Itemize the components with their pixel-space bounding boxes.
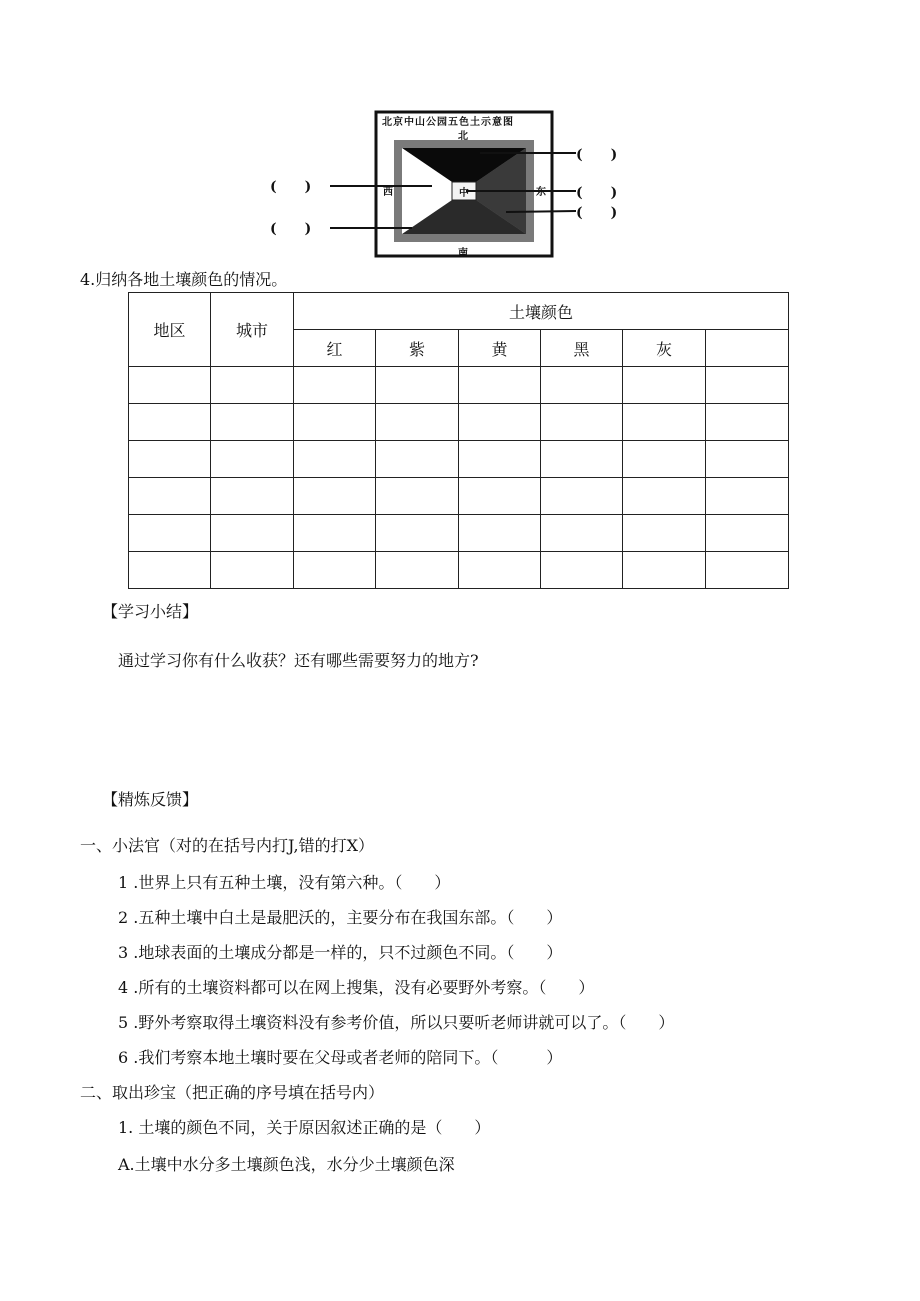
question-4-title: 4.归纳各地土壤颜色的情况。 (80, 270, 288, 289)
table-cell[interactable] (294, 478, 376, 515)
table-cell[interactable] (623, 404, 706, 441)
table-cell[interactable] (294, 552, 376, 589)
table-cell[interactable] (623, 515, 706, 552)
header-purple: 紫 (376, 330, 459, 367)
table-cell[interactable] (459, 515, 541, 552)
judge-item-1: 1 .世界上只有五种土壤，没有第六种。（ ） (118, 873, 451, 892)
table-cell[interactable] (706, 441, 789, 478)
table-cell[interactable] (294, 515, 376, 552)
table-cell[interactable] (623, 367, 706, 404)
table-cell[interactable] (211, 515, 294, 552)
table-cell[interactable] (129, 367, 211, 404)
judge-item-4: 4 .所有的土壤资料都可以在网上搜集，没有必要野外考察。（ ） (118, 978, 595, 997)
header-gray: 灰 (623, 330, 706, 367)
east-label: 东 (536, 187, 546, 198)
judge-item-3: 3 .地球表面的土壤成分都是一样的，只不过颜色不同。（ ） (118, 943, 563, 962)
summary-heading: 【学习小结】 (102, 602, 199, 621)
table-cell[interactable] (706, 367, 789, 404)
table-cell[interactable] (376, 367, 459, 404)
section-1-title: 一、小法官（对的在括号内打J,错的打X） (80, 836, 374, 855)
feedback-heading: 【精炼反馈】 (102, 790, 199, 809)
judge-item-2: 2 .五种土壤中白土是最肥沃的，主要分布在我国东部。（ ） (118, 908, 563, 927)
header-soil-color: 土壤颜色 (294, 293, 789, 330)
center-label: 中 (459, 188, 469, 199)
table-cell[interactable] (294, 367, 376, 404)
judge-item-5: 5 .野外考察取得土壤资料没有参考价值，所以只要听老师讲就可以了。（ ） (118, 1013, 675, 1032)
table-row (129, 404, 789, 441)
table-cell[interactable] (459, 552, 541, 589)
table-cell[interactable] (211, 367, 294, 404)
table-cell[interactable] (129, 404, 211, 441)
table-cell[interactable] (706, 478, 789, 515)
table-cell[interactable] (459, 441, 541, 478)
table-cell[interactable] (294, 441, 376, 478)
soil-color-table (128, 292, 789, 589)
table-cell[interactable] (541, 367, 623, 404)
blank-north[interactable]: ( ) (576, 147, 618, 163)
table-cell[interactable] (211, 478, 294, 515)
choice-option-a: A.土壤中水分多土壤颜色浅，水分少土壤颜色深 (118, 1155, 455, 1174)
north-label: 北 (458, 131, 468, 142)
section-2-title: 二、取出珍宝（把正确的序号填在括号内） (80, 1083, 385, 1102)
blank-south[interactable]: ( ) (270, 221, 312, 237)
header-blank (706, 330, 789, 367)
table-cell[interactable] (541, 552, 623, 589)
judge-item-6: 6 .我们考察本地土壤时要在父母或者老师的陪同下。（ ） (118, 1048, 563, 1067)
table-cell[interactable] (211, 441, 294, 478)
table-cell[interactable] (623, 552, 706, 589)
table-cell[interactable] (129, 515, 211, 552)
five-color-soil-diagram (270, 110, 660, 260)
blank-center[interactable]: ( ) (576, 185, 618, 201)
table-row (129, 478, 789, 515)
table-cell[interactable] (623, 441, 706, 478)
table-cell[interactable] (376, 404, 459, 441)
table-row (129, 367, 789, 404)
table-cell[interactable] (211, 552, 294, 589)
table-row (129, 515, 789, 552)
table-cell[interactable] (541, 404, 623, 441)
choice-question-1: 1. 土壤的颜色不同，关于原因叙述正确的是（ ） (118, 1118, 491, 1137)
header-yellow: 黄 (459, 330, 541, 367)
table-cell[interactable] (706, 552, 789, 589)
table-cell[interactable] (376, 478, 459, 515)
table-row (129, 552, 789, 589)
table-cell[interactable] (129, 441, 211, 478)
diagram-title: 北京中山公园五色土示意图 (382, 117, 514, 128)
blank-west[interactable]: ( ) (270, 179, 312, 195)
blank-east[interactable]: ( ) (576, 205, 618, 221)
table-row (129, 441, 789, 478)
table-cell[interactable] (459, 404, 541, 441)
header-red: 红 (294, 330, 376, 367)
header-black: 黑 (541, 330, 623, 367)
table-cell[interactable] (623, 478, 706, 515)
table-cell[interactable] (129, 478, 211, 515)
south-label: 南 (458, 248, 468, 259)
table-cell[interactable] (376, 515, 459, 552)
table-cell[interactable] (459, 367, 541, 404)
table-cell[interactable] (376, 552, 459, 589)
table-cell[interactable] (376, 441, 459, 478)
header-region: 地区 (129, 293, 211, 367)
table-cell[interactable] (211, 404, 294, 441)
table-cell[interactable] (541, 515, 623, 552)
table-cell[interactable] (706, 404, 789, 441)
table-cell[interactable] (459, 478, 541, 515)
summary-prompt: 通过学习你有什么收获？还有哪些需要努力的地方? (118, 651, 479, 670)
table-cell[interactable] (706, 515, 789, 552)
table-cell[interactable] (541, 441, 623, 478)
west-label: 西 (383, 187, 393, 198)
table-cell[interactable] (294, 404, 376, 441)
table-cell[interactable] (541, 478, 623, 515)
header-city: 城市 (211, 293, 294, 367)
table-cell[interactable] (129, 552, 211, 589)
